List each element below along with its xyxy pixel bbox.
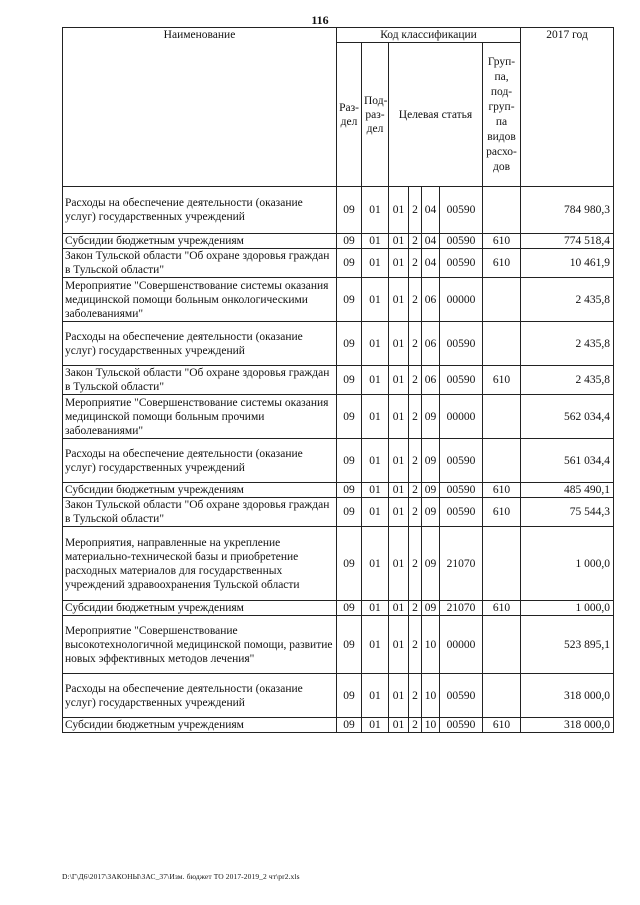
row-razdel: 09 — [337, 674, 362, 718]
row-razdel: 09 — [337, 395, 362, 439]
table-row — [63, 395, 614, 439]
header-target: Целевая статья — [389, 43, 483, 187]
row-podrazdel: 01 — [362, 234, 389, 249]
row-amount: 1 000,0 — [521, 601, 614, 616]
header-group: Груп- па, под- груп- па видов расхо- дов — [483, 43, 521, 187]
row-name: Мероприятия, направленные на укрепление материально-технической базы и приобретение расходных материалов для государственных учреждений здравоохранения Тульской области — [63, 527, 337, 601]
row-podrazdel: 01 — [362, 674, 389, 718]
row-target-subprogram: 2 — [409, 616, 422, 674]
row-podrazdel: 01 — [362, 278, 389, 322]
row-name: Субсидии бюджетным учреждениям — [63, 483, 337, 498]
row-name: Мероприятие "Совершенствование системы оказания медицинской помощи больным онкологическими заболеваниями" — [63, 278, 337, 322]
row-name: Закон Тульской области "Об охране здоровья граждан в Тульской области" — [63, 249, 337, 278]
row-razdel: 09 — [337, 527, 362, 601]
header-podrazdel: Под- раз- дел — [362, 43, 389, 187]
row-target-program: 01 — [389, 249, 409, 278]
row-target-program: 01 — [389, 616, 409, 674]
row-target-event: 09 — [422, 498, 440, 527]
row-target-direction: 21070 — [440, 527, 483, 601]
table-row — [63, 278, 614, 322]
row-name: Субсидии бюджетным учреждениям — [63, 718, 337, 733]
row-expense-type: 610 — [483, 366, 521, 395]
row-target-direction: 00590 — [440, 322, 483, 366]
table-row — [63, 249, 614, 278]
row-target-event: 09 — [422, 395, 440, 439]
row-target-subprogram: 2 — [409, 278, 422, 322]
row-podrazdel: 01 — [362, 366, 389, 395]
row-expense-type — [483, 439, 521, 483]
row-razdel: 09 — [337, 249, 362, 278]
row-target-direction: 00590 — [440, 674, 483, 718]
table-row — [63, 483, 614, 498]
row-razdel: 09 — [337, 278, 362, 322]
row-target-program: 01 — [389, 674, 409, 718]
row-target-subprogram: 2 — [409, 322, 422, 366]
row-expense-type — [483, 616, 521, 674]
row-target-direction: 00590 — [440, 187, 483, 234]
row-amount: 2 435,8 — [521, 366, 614, 395]
row-target-direction: 00590 — [440, 483, 483, 498]
row-target-program: 01 — [389, 366, 409, 395]
row-target-subprogram: 2 — [409, 483, 422, 498]
row-amount: 561 034,4 — [521, 439, 614, 483]
row-target-direction: 21070 — [440, 601, 483, 616]
table-row — [63, 187, 614, 234]
row-amount: 318 000,0 — [521, 674, 614, 718]
row-target-event: 04 — [422, 187, 440, 234]
row-razdel: 09 — [337, 322, 362, 366]
row-target-event: 06 — [422, 278, 440, 322]
row-expense-type: 610 — [483, 498, 521, 527]
row-target-event: 09 — [422, 483, 440, 498]
row-name: Расходы на обеспечение деятельности (оказание услуг) государственных учреждений — [63, 674, 337, 718]
row-razdel: 09 — [337, 483, 362, 498]
row-name: Субсидии бюджетным учреждениям — [63, 234, 337, 249]
row-target-program: 01 — [389, 234, 409, 249]
row-amount: 784 980,3 — [521, 187, 614, 234]
row-name: Расходы на обеспечение деятельности (оказание услуг) государственных учреждений — [63, 187, 337, 234]
page-number: 116 — [311, 13, 329, 27]
row-target-event: 10 — [422, 674, 440, 718]
row-target-subprogram: 2 — [409, 718, 422, 733]
row-expense-type — [483, 395, 521, 439]
row-target-subprogram: 2 — [409, 601, 422, 616]
row-expense-type: 610 — [483, 234, 521, 249]
row-target-program: 01 — [389, 395, 409, 439]
row-amount: 1 000,0 — [521, 527, 614, 601]
row-razdel: 09 — [337, 187, 362, 234]
budget-table — [62, 27, 614, 733]
row-name: Закон Тульской области "Об охране здоровья граждан в Тульской области" — [63, 498, 337, 527]
row-target-program: 01 — [389, 278, 409, 322]
row-target-direction: 00590 — [440, 234, 483, 249]
row-name: Расходы на обеспечение деятельности (оказание услуг) государственных учреждений — [63, 439, 337, 483]
row-target-event: 04 — [422, 249, 440, 278]
row-target-event: 10 — [422, 718, 440, 733]
row-target-direction: 00000 — [440, 395, 483, 439]
row-podrazdel: 01 — [362, 498, 389, 527]
row-target-subprogram: 2 — [409, 395, 422, 439]
row-podrazdel: 01 — [362, 527, 389, 601]
row-podrazdel: 01 — [362, 322, 389, 366]
row-target-direction: 00590 — [440, 439, 483, 483]
file-path-footer: D:\Г\Д6\2017\ЗАКОНЫ\ЗАС_37\Изм. бюджет ТО 2017-2019_2 чт\pr2.xls — [62, 872, 300, 881]
table-row — [63, 616, 614, 674]
row-podrazdel: 01 — [362, 718, 389, 733]
table-row — [63, 234, 614, 249]
row-target-direction: 00000 — [440, 278, 483, 322]
row-expense-type — [483, 187, 521, 234]
row-amount: 2 435,8 — [521, 278, 614, 322]
row-expense-type: 610 — [483, 483, 521, 498]
row-expense-type — [483, 322, 521, 366]
row-target-subprogram: 2 — [409, 249, 422, 278]
row-target-subprogram: 2 — [409, 439, 422, 483]
row-expense-type — [483, 278, 521, 322]
table-row — [63, 601, 614, 616]
row-target-direction: 00590 — [440, 718, 483, 733]
row-name: Расходы на обеспечение деятельности (оказание услуг) государственных учреждений — [63, 322, 337, 366]
row-target-program: 01 — [389, 322, 409, 366]
row-target-subprogram: 2 — [409, 527, 422, 601]
header-year: 2017 год — [521, 28, 614, 187]
row-name: Субсидии бюджетным учреждениям — [63, 601, 337, 616]
row-razdel: 09 — [337, 718, 362, 733]
row-target-event: 09 — [422, 527, 440, 601]
row-podrazdel: 01 — [362, 483, 389, 498]
table-row — [63, 718, 614, 733]
row-amount: 523 895,1 — [521, 616, 614, 674]
row-target-program: 01 — [389, 187, 409, 234]
row-expense-type — [483, 527, 521, 601]
header-classification: Код классификации — [337, 28, 521, 43]
row-target-program: 01 — [389, 601, 409, 616]
row-target-direction: 00590 — [440, 366, 483, 395]
row-name: Закон Тульской области "Об охране здоровья граждан в Тульской области" — [63, 366, 337, 395]
row-target-subprogram: 2 — [409, 366, 422, 395]
row-target-subprogram: 2 — [409, 674, 422, 718]
row-podrazdel: 01 — [362, 439, 389, 483]
row-razdel: 09 — [337, 234, 362, 249]
row-podrazdel: 01 — [362, 187, 389, 234]
table-row — [63, 366, 614, 395]
row-target-subprogram: 2 — [409, 187, 422, 234]
row-target-event: 10 — [422, 616, 440, 674]
row-razdel: 09 — [337, 439, 362, 483]
row-razdel: 09 — [337, 498, 362, 527]
row-amount: 2 435,8 — [521, 322, 614, 366]
row-target-subprogram: 2 — [409, 498, 422, 527]
row-target-direction: 00590 — [440, 498, 483, 527]
row-amount: 75 544,3 — [521, 498, 614, 527]
table-row — [63, 498, 614, 527]
table-body — [63, 187, 614, 733]
row-target-program: 01 — [389, 483, 409, 498]
row-target-event: 06 — [422, 322, 440, 366]
table-row — [63, 527, 614, 601]
row-target-event: 09 — [422, 601, 440, 616]
row-podrazdel: 01 — [362, 249, 389, 278]
row-podrazdel: 01 — [362, 601, 389, 616]
row-amount: 774 518,4 — [521, 234, 614, 249]
header-row-top — [63, 28, 614, 43]
row-target-direction: 00000 — [440, 616, 483, 674]
row-expense-type: 610 — [483, 718, 521, 733]
row-target-subprogram: 2 — [409, 234, 422, 249]
row-target-program: 01 — [389, 718, 409, 733]
row-target-event: 04 — [422, 234, 440, 249]
row-amount: 10 461,9 — [521, 249, 614, 278]
row-name: Мероприятие "Совершенствование высокотехнологичной медицинской помощи, развитие новых эффективных методов лечения" — [63, 616, 337, 674]
row-razdel: 09 — [337, 616, 362, 674]
row-target-direction: 00590 — [440, 249, 483, 278]
header-razdel: Раз- дел — [337, 43, 362, 187]
row-expense-type: 610 — [483, 601, 521, 616]
row-target-program: 01 — [389, 527, 409, 601]
row-expense-type — [483, 674, 521, 718]
table-row — [63, 439, 614, 483]
row-amount: 318 000,0 — [521, 718, 614, 733]
row-target-event: 09 — [422, 439, 440, 483]
table-row — [63, 674, 614, 718]
row-amount: 562 034,4 — [521, 395, 614, 439]
row-target-program: 01 — [389, 439, 409, 483]
table-row — [63, 322, 614, 366]
row-podrazdel: 01 — [362, 616, 389, 674]
row-razdel: 09 — [337, 601, 362, 616]
row-razdel: 09 — [337, 366, 362, 395]
row-target-program: 01 — [389, 498, 409, 527]
row-amount: 485 490,1 — [521, 483, 614, 498]
row-podrazdel: 01 — [362, 395, 389, 439]
header-name: Наименование — [63, 28, 337, 187]
row-target-event: 06 — [422, 366, 440, 395]
row-expense-type: 610 — [483, 249, 521, 278]
row-name: Мероприятие "Совершенствование системы оказания медицинской помощи больным прочими заболеваниями" — [63, 395, 337, 439]
